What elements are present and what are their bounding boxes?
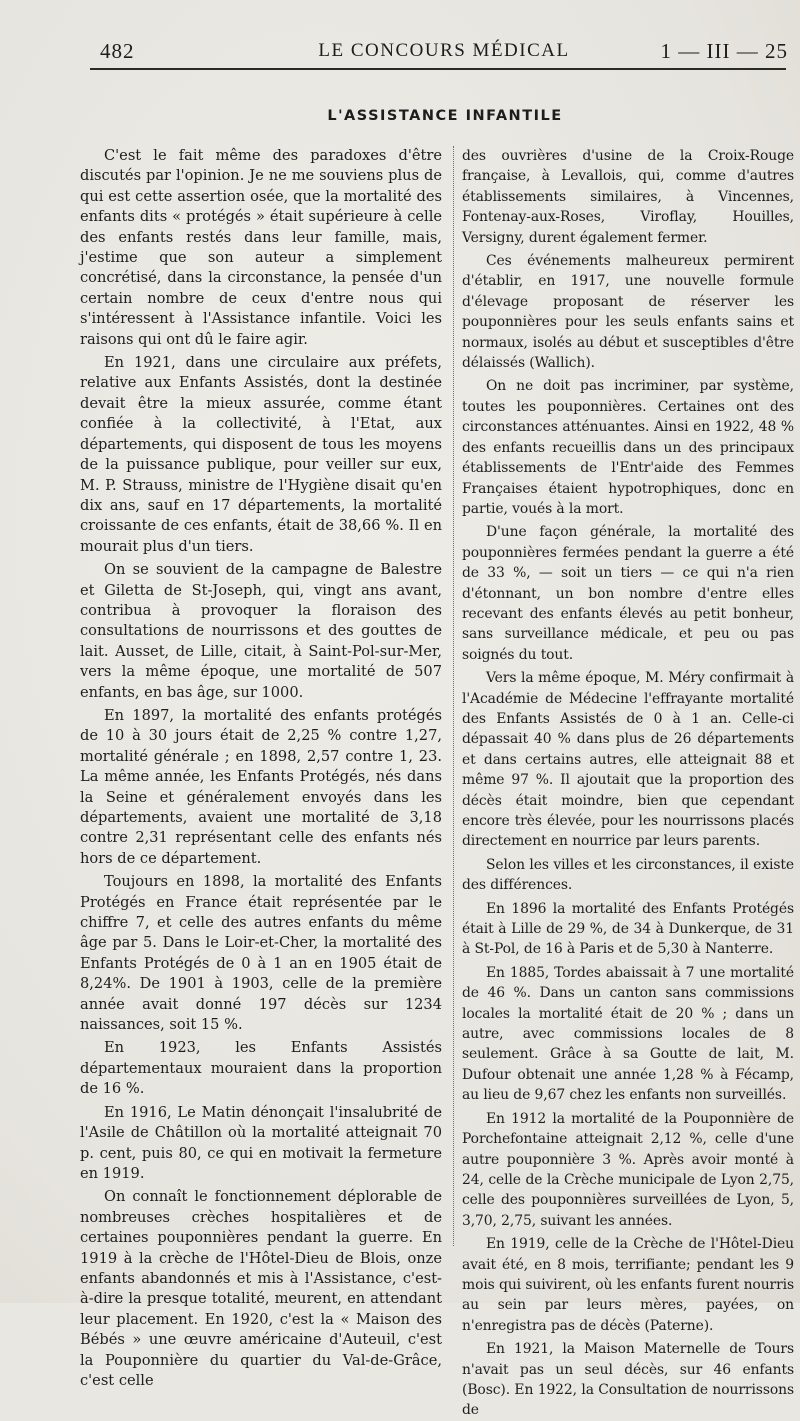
paragraph: En 1896 la mortalité des Enfants Protégés était à Lille de 29 %, de 34 à Dunkerque, de 31 à St-Pol, de 16 à Paris et de 5,30 à Nanterre. bbox=[462, 900, 794, 958]
paragraph: On se souvient de la campagne de Balestre et Giletta de St-Joseph, qui, vingt ans avant, contribua à provoquer la floraison des consultations de nourrissons et des gouttes de lait. Ausset, de Lille, citait, à Saint-Pol-sur-Mer, vers la même époque, une mortalité de 507 enfants, en bas âge, sur 1000. bbox=[80, 561, 442, 701]
paragraph: On connaît le fonctionnement déplorable de nombreuses crèches hospitalières et de certaines pouponnières pendant la guerre. En 1919 à la crèche de l'Hôtel-Dieu de Blois, onze enfants abandonnés et mis à l'Assistance, c'est-à-dire la presque totalité, meurent, en attendant leur placement. En 1920, c'est la « Maison des Bébés » une œuvre américaine d'Auteuil, c'est la Pouponnière du quartier du Val-de-Grâce, c'est celle bbox=[80, 1188, 442, 1389]
paragraph: En 1916, Le Matin dénonçait l'insalubrité de l'Asile de Châtillon où la mortalité atteignait 70 p. cent, puis 80, ce qui en motivait la fermeture en 1919. bbox=[80, 1103, 442, 1182]
paragraph: En 1897, la mortalité des enfants protégés de 10 à 30 jours était de 2,25 % contre 1,27, mortalité générale ; en 1898, 2,57 contre 1, 23. La même année, les Enfants Protégés, nés dans la Seine et généralement envoyés dans les départements, avaient une mortalité de 3,18 contre 2,31 représentant celle des enfants nés hors de ce département. bbox=[80, 706, 442, 867]
column-divider bbox=[453, 146, 454, 1246]
paragraph: Ces événements malheureux permirent d'établir, en 1917, une nouvelle formule d'élevage proposant de réserver les pouponnières pour les seuls enfants sains et normaux, isolés au début et susceptibles d'être délaissés (Wallich). bbox=[462, 253, 794, 372]
right-column bbox=[462, 146, 794, 1419]
section-title: L'ASSISTANCE INFANTILE bbox=[327, 108, 563, 124]
page-number: 482 bbox=[100, 38, 135, 63]
issue-date: 1 — III — 25 bbox=[660, 38, 788, 63]
paragraph: En 1921, la Maison Maternelle de Tours n'avait pas un seul décès, sur 46 enfants (Bosc). En 1922, la Consultation de nourrissons de bbox=[462, 1341, 794, 1419]
paragraph: Vers la même époque, M. Méry confirmait à l'Académie de Médecine l'effrayante mortalité des Enfants Assistés de 0 à 1 an. Celle-ci dépassait 40 % dans plus de 26 départements et dans certains autres, elle atteignait 88 et même 97 %. Il ajoutait que la proportion des décès était moindre, bien que cependant encore très élevée, pour les nourrissons placés directement en nourrice par leurs parents. bbox=[462, 670, 794, 850]
header-rule bbox=[90, 68, 786, 70]
paragraph: En 1921, dans une circulaire aux préfets, relative aux Enfants Assistés, dont la destinée devait être la mieux assurée, comme étant confiée à la collectivité, à l'Etat, aux départements, qui disposent de tous les moyens de la puissance publique, pour veiller sur eux, M. P. Strauss, ministre de l'Hygiène disait qu'en dix ans, sauf en 17 départements, la mortalité croissante de ces enfants, était de 38,66 %. Il en mourait plus d'un tiers. bbox=[80, 354, 442, 555]
paragraph: D'une façon générale, la mortalité des pouponnières fermées pendant la guerre a été de 33 %, — soit un tiers — ce qui n'a rien d'étonnant, un bon nombre d'entre elles recevant des enfants élevés au petit bonheur, sans surveillance médicale, et peu ou pas soignés du tout. bbox=[462, 524, 794, 663]
paragraph: En 1885, Tordes abaissait à 7 une mortalité de 46 %. Dans un canton sans commissions locales la mortalité était de 20 % ; dans un autre, avec commissions locales de 8 seulement. Grâce à sa Goutte de lait, M. Dufour obtenait une année 1,28 % à Fécamp, au lieu de 9,67 chez les enfants non surveillés. bbox=[462, 964, 794, 1104]
journal-title: LE CONCOURS MÉDICAL bbox=[318, 40, 570, 61]
paragraph: C'est le fait même des paradoxes d'être discutés par l'opinion. Je ne me souviens plus de qui est cette assertion osée, que la mortalité des enfants dits « protégés » était supérieure à celle des enfants restés dans leur famille, mais, j'estime que son auteur a simplement concrétisé, dans la circonstance, la pensée d'un certain nombre de ceux d'entre nous qui s'intéressent à l'Assistance infantile. Voici les raisons qui ont dû le faire agir. bbox=[80, 147, 442, 348]
paragraph: En 1919, celle de la Crèche de l'Hôtel-Dieu avait été, en 8 mois, terrifiante; pendant les 9 mois qui suivirent, où les enfants furent nourris au sein par leurs mères, payées, on n'enregistra pas de décès (Paterne). bbox=[462, 1236, 794, 1334]
page-header bbox=[100, 36, 788, 66]
paragraph: Toujours en 1898, la mortalité des Enfants Protégés en France était représentée par le chiffre 7, et celle des autres enfants du même âge par 5. Dans le Loir-et-Cher, la mortalité des Enfants Protégés de 0 à 1 an en 1905 était de 8,24%. De 1901 à 1903, celle de la première année avait donné 197 décès sur 1234 naissances, soit 15 %. bbox=[80, 873, 442, 1034]
paragraph: En 1912 la mortalité de la Pouponnière de Porchefontaine atteignait 2,12 %, celle d'une autre pouponnière 3 %. Après avoir monté à 24, celle de la Crèche municipale de Lyon 2,75, celle des pouponnières surveillées de Lyon, 5, 3,70, 2,75, suivant les années. bbox=[462, 1110, 794, 1229]
paragraph: En 1923, les Enfants Assistés départementaux mouraient dans la proportion de 16 %. bbox=[80, 1039, 442, 1098]
paragraph: On ne doit pas incriminer, par système, toutes les pouponnières. Certaines ont des circonstances atténuantes. Ainsi en 1922, 48 % des enfants recueillis dans un des principaux établissements de l'Entr'aide des Femmes Françaises étaient hypotrophiques, donc en partie, voués à la mort. bbox=[462, 378, 794, 517]
paragraph: Selon les villes et les circonstances, il existe des différences. bbox=[462, 856, 794, 894]
left-column bbox=[80, 146, 442, 1389]
paragraph: des ouvrières d'usine de la Croix-Rouge française, à Levallois, qui, comme d'autres établissements similaires, à Vincennes, Fontenay-aux-Roses, Viroflay, Houilles, Versigny, durent également fermer. bbox=[462, 148, 794, 246]
